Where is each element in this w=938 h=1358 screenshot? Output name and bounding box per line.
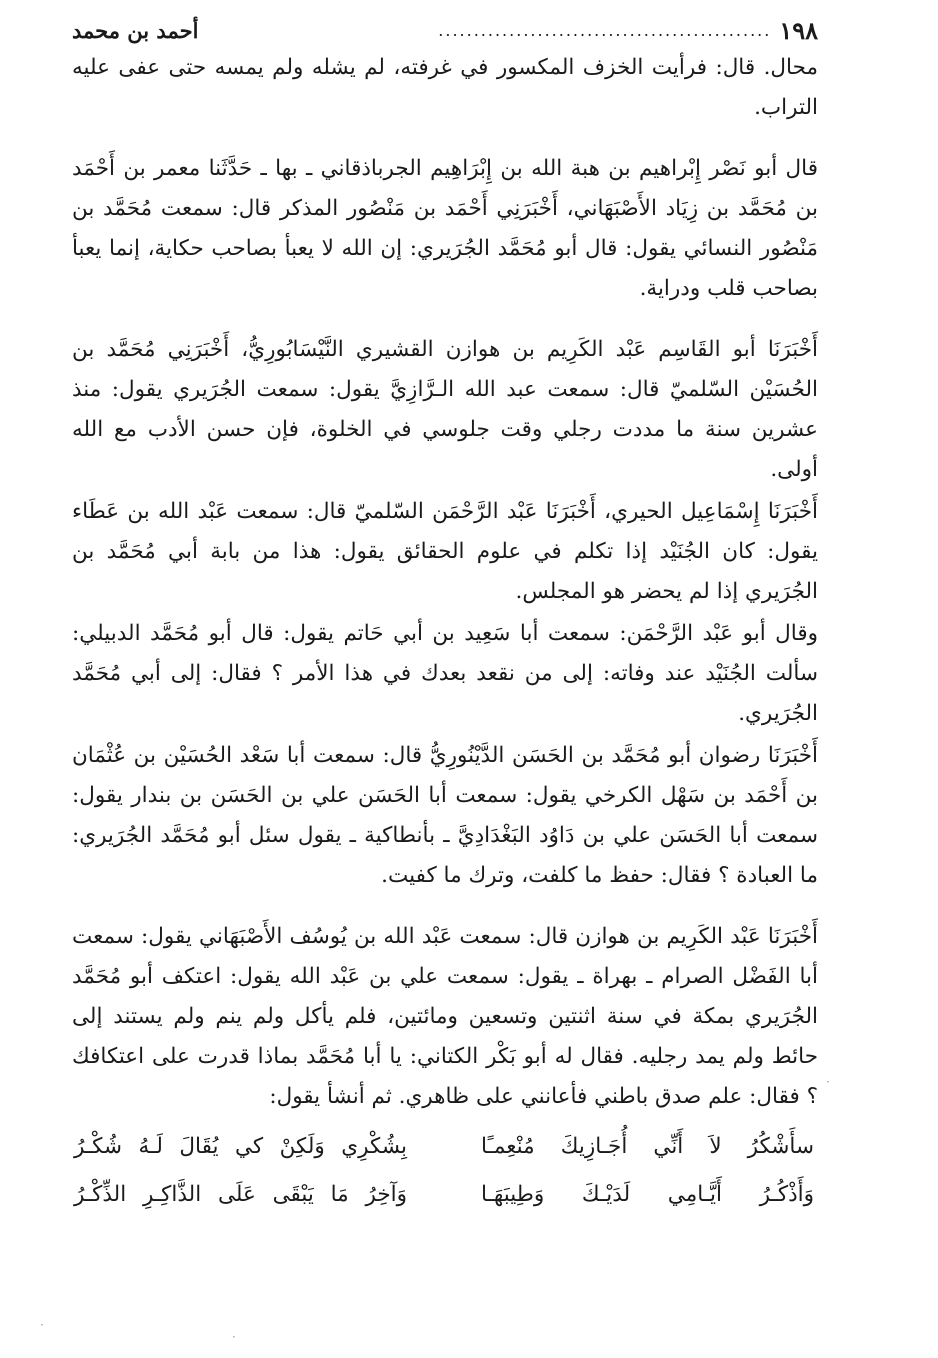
body-text bbox=[72, 48, 818, 1117]
scan-speck: · bbox=[826, 1075, 830, 1089]
verse-first-hemistich: سأَشْكُرُ لاَ أَنِّي أُجَـازِيكَ مُنْعِمـًا bbox=[481, 1134, 814, 1159]
running-header bbox=[72, 16, 818, 46]
paragraph: محال. قال: فرأيت الخزف المكسور في غرفته، لم يشله ولم يمسه حتى عفى عليه التراب. bbox=[72, 55, 818, 120]
scan-speck: · bbox=[40, 1318, 44, 1332]
paragraph: أَخْبَرَنَا عَبْد الكَرِيم بن هوازن قال: سمعت عَبْد الله بن يُوسُف الأَصْبَهَاني يقول: سمعت أبا الفَضْل الصرام ـ بهراة ـ يقول: سمعت علي بن عَبْد الله يقول: اعتكف أبو مُحَمَّد الجُرَيري بمكة في سنة اثنتين وتسعين ومائتين، فلم يأكل ولم ينم ولم يستند إلى حائط ولم يمد رجليه. فقال له أبو بَكْر الكتاني: يا أبا مُحَمَّد بماذا قدرت على اعتكافك ؟ فقال: علم صدق باطني فأعانني على ظاهري. ثم أنشأ يقول: bbox=[72, 924, 818, 1109]
poem bbox=[72, 1123, 818, 1219]
verse-second-hemistich: بِشُكْرِي وَلَكِنْ كي يُقَالَ لَـهُ شُكْـرُ bbox=[74, 1134, 407, 1159]
scan-speck: · bbox=[232, 1330, 236, 1344]
page-number: ١٩٨ bbox=[779, 16, 818, 45]
poem-verse bbox=[72, 1171, 818, 1219]
paragraph: أَخْبَرَنَا إِسْمَاعِيل الحيري، أَخْبَرَنَا عَبْد الرَّحْمَن السّلميّ قال: سمعت عَبْد الله بن عَطَاء يقول: كان الجُنَيْد إذا تكلم في علوم الحقائق يقول: هذا من بابة أبي مُحَمَّد بن الجُرَيري إذا لم يحضر هو المجلس. bbox=[72, 499, 818, 604]
paragraph: أَخْبَرَنَا رضوان أبو مُحَمَّد بن الحَسَن الدَّيْنُورِيُّ قال: سمعت أبا سَعْد الحُسَيْن بن عُثْمَان بن أَحْمَد بن سَهْل الكرخي يقول: سمعت أبا الحَسَن علي بن الحَسَن بن بندار يقول: سمعت أبا الحَسَن علي بن دَاوُد البَغْدَادِيَّ ـ بأنطاكية ـ يقول سئل أبو مُحَمَّد الجُرَيري: ما العبادة ؟ فقال: حفظ ما كلفت، وترك ما كفيت. bbox=[72, 743, 818, 888]
verse-second-hemistich: وَآخِرُ مَا يَبْقَى عَلَى الذَّاكِـرِ الذِّكْـرُ bbox=[74, 1182, 407, 1207]
paragraph: وقال أبو عَبْد الرَّحْمَن: سمعت أبا سَعِيد بن أبي حَاتم يقول: قال أبو مُحَمَّد الدبيلي: سألت الجُنَيْد عند وفاته: إلى من نقعد بعدك في هذا الأمر ؟ فقال: إلى أبي مُحَمَّد الجُرَيري. bbox=[72, 621, 818, 726]
poem-verse bbox=[72, 1123, 818, 1171]
running-title: أحمد بن محمد bbox=[72, 18, 199, 43]
paragraph: قال أبو نَصْر إِبْراهيم بن هبة الله بن إِبْرَاهِيم الجرباذقاني ـ بها ـ حَدَّثَنا معمر بن أَحْمَد بن مُحَمَّد بن زِيَاد الأَصْبَهَاني، أَخْبَرَنِي أَحْمَد بن مَنْصُور المذكر قال: سمعت مُحَمَّد بن مَنْصُور النسائي يقول: قال أبو مُحَمَّد الجُرَيري: إن الله لا يعبأ بصاحب حكاية، إنما يعبأ بصاحب قلب ودراية. bbox=[72, 156, 818, 301]
verse-first-hemistich: وَأَذْكُـرُ أَيَّـامِي لَدَيْـكَ وَطِيبَهَـا bbox=[481, 1182, 814, 1207]
paragraph: أَخْبَرَنَا أبو القَاسِم عَبْد الكَرِيم بن هوازن القشيري النَّيْسَابُورِيُّ، أَخْبَرَنِي مُحَمَّد بن الحُسَيْن السّلميّ قال: سمعت عبد الله الـرَّازِيَّ يقول: سمعت الجُرَيري يقول: منذ عشرين سنة ما مددت رجلي وقت جلوسي في الخلوة، فإن حسن الأدب مع الله أولى. bbox=[72, 337, 818, 482]
dot-leader: ............................................... bbox=[438, 21, 772, 40]
